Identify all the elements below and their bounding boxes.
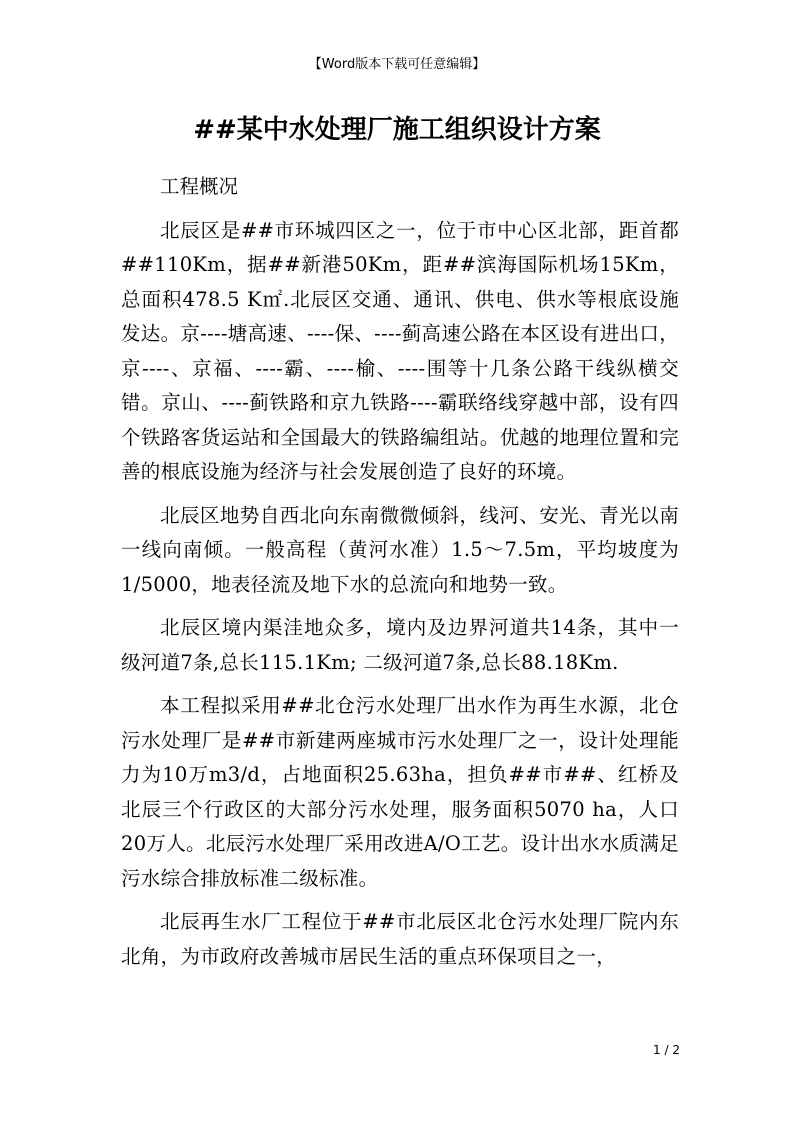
download-note: 【Word版本下载可任意编辑】 <box>308 57 486 72</box>
page-number: 1 / 2 <box>653 1043 680 1057</box>
paragraph-rivers: 北辰区境内渠洼地众多，境内及边界河道共14条，其中一级河道7条,总长115.1Km; 二级河道7条,总长88.18Km. <box>121 616 679 674</box>
paragraph-terrain: 北辰区地势自西北向东南微微倾斜，线河、安光、青光以南一线向南倾。一般高程（黄河水准）1.5～7.5m，平均坡度为1/5000，地表径流及地下水的总流向和地势一致。 <box>121 503 679 596</box>
document-body <box>121 170 679 983</box>
document-title: ##某中水处理厂施工组织设计方案 <box>193 115 601 145</box>
paragraph-project-site: 北辰再生水厂工程位于##市北辰区北仓污水处理厂院内东北角，为市政府改善城市居民生活的重点环保项目之一， <box>121 910 679 968</box>
paragraph-location: 北辰区是##市环城四区之一，位于市中心区北部，距首都##110Km，据##新港50Km，距##滨海国际机场15Km，总面积478.5 K㎡.北辰区交通、通讯、供电、供水等根底设施发达。京----塘高速、----保、----蓟高速公路在本区设有进出口，京----、京福、----霸、----榆、----围等十几条公路干线纵横交错。京山、----蓟铁路和京九铁路----霸联络线穿越中部，设有四个铁路客货运站和全国最大的铁路编组站。优越的地理位置和完善的根底设施为经济与社会发展创造了良好的环境。 <box>121 218 679 483</box>
section-heading: 工程概况 <box>160 175 239 198</box>
paragraph-water-source: 本工程拟采用##北仓污水处理厂出水作为再生水源，北仓污水处理厂是##市新建两座城市污水处理厂之一，设计处理能力为10万m3/d，占地面积25.63ha，担负##市##、红桥及北辰三个行政区的大部分污水处理，服务面积5070 ha，人口20万人。北辰污水处理厂采用改进A/O工艺。设计出水水质满足污水综合排放标准二级标准。 <box>121 694 679 890</box>
